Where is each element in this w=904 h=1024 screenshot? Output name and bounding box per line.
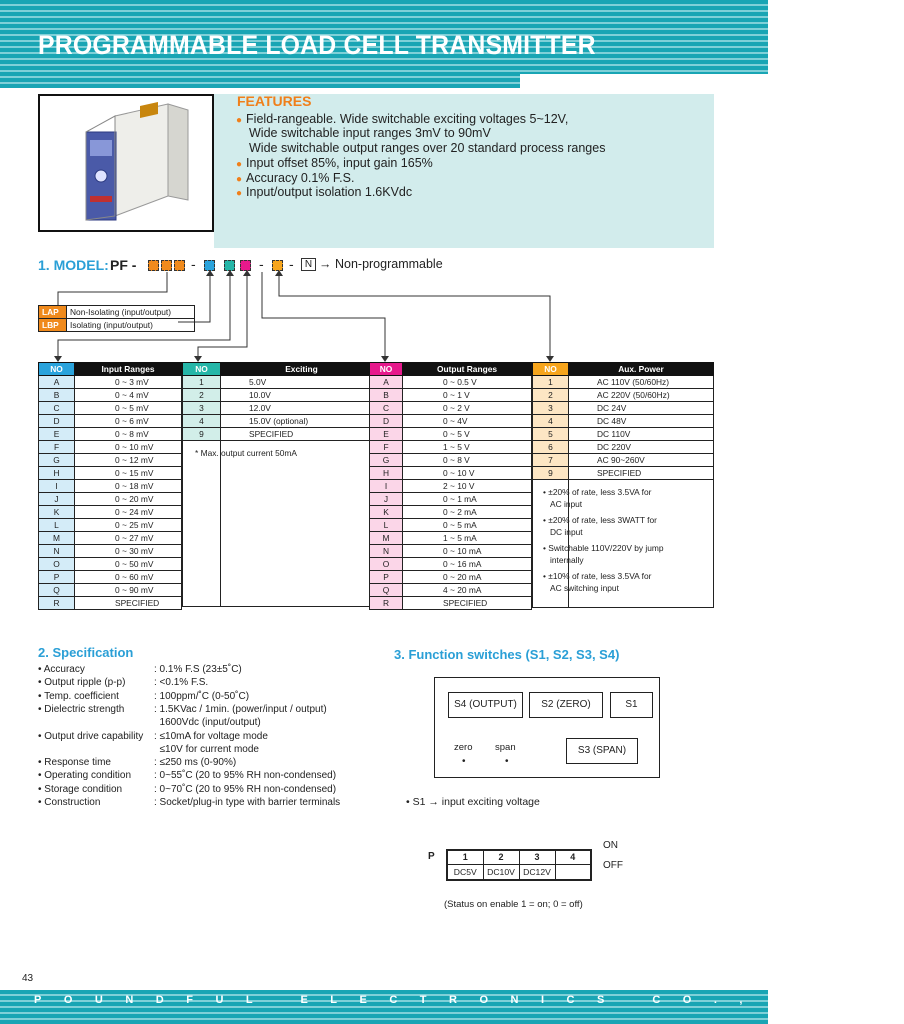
table-row: [39, 415, 182, 428]
spec-value: 1600Vdc (input/output): [154, 717, 261, 729]
table-row: [183, 415, 383, 428]
row-value: 0 ~ 1 V: [403, 389, 532, 402]
table-row: [39, 428, 182, 441]
aux-power-notes: [543, 487, 711, 599]
table-row: [39, 389, 182, 402]
row-value: [221, 504, 383, 517]
table-row: [370, 532, 532, 545]
row-value: 0 ~ 24 mV: [75, 506, 182, 519]
aux-note-line: • ±10% of rate, less 3.5VA for: [543, 571, 652, 581]
row-value: 0 ~ 5 mV: [75, 402, 182, 415]
row-code: 2: [183, 389, 221, 402]
feature-line: ● Accuracy 0.1% F.S.: [236, 171, 355, 185]
aux-note: [543, 543, 711, 566]
row-code: H: [370, 467, 403, 480]
row-code: D: [370, 415, 403, 428]
aux-note-line: AC input: [550, 498, 583, 509]
table-row: [533, 428, 714, 441]
row-value: 15.0V (optional): [221, 415, 383, 428]
table-row: [39, 402, 182, 415]
row-value: [221, 543, 383, 556]
row-code: [183, 466, 221, 479]
row-code: P: [39, 571, 75, 584]
table-row: [183, 479, 383, 492]
row-value: 0 ~ 20 mA: [403, 571, 532, 584]
row-value: 1 ~ 5 V: [403, 441, 532, 454]
dip-position[interactable]: 3: [519, 850, 555, 864]
aux-note: [543, 571, 711, 594]
row-code: M: [39, 532, 75, 545]
spec-key: • Construction: [38, 797, 101, 808]
row-value: 0 ~ 8 V: [403, 454, 532, 467]
model-label: 1. MODEL:: [38, 257, 109, 273]
row-value: [221, 466, 383, 479]
row-value: [221, 581, 383, 594]
table-row: [533, 467, 714, 480]
row-code: [183, 568, 221, 581]
row-value: 5.0V: [221, 376, 383, 389]
row-value: SPECIFIED: [569, 467, 714, 480]
row-value: [221, 492, 383, 505]
row-value: 0 ~ 4 mV: [75, 389, 182, 402]
row-code: J: [39, 493, 75, 506]
aux-note-line: AC switching input: [550, 582, 619, 593]
table-row: [370, 584, 532, 597]
row-code: R: [39, 597, 75, 610]
row-value: 0 ~ 12 mV: [75, 454, 182, 467]
row-value: 0 ~ 2 mA: [403, 506, 532, 519]
table-row: LAP Non-Isolating (input/output): [39, 306, 195, 319]
row-value: 0 ~ 16 mA: [403, 558, 532, 571]
row-value: 12.0V: [221, 402, 383, 415]
table-row: [370, 493, 532, 506]
row-value: DC 110V: [569, 428, 714, 441]
row-value: 1 ~ 5 mA: [403, 532, 532, 545]
bullet-icon: ●: [236, 174, 243, 185]
feature-line: ● Input/output isolation 1.6KVdc: [236, 185, 413, 199]
spec-value: : 100ppm/˚C (0-50˚C): [154, 690, 250, 702]
exciting-note: * Max. output current 50mA: [195, 448, 297, 458]
table-row: [39, 506, 182, 519]
row-code: 6: [533, 441, 569, 454]
row-value: 0 ~ 27 mV: [75, 532, 182, 545]
spec-key: • Operating condition: [38, 770, 132, 782]
exciting-table: NO Exciting 1 5.0V 2 10.0V 3 12.0V 4 15.0V (optional) 9 SPECIFIED: [182, 362, 383, 607]
row-value: 0 ~ 2 V: [403, 402, 532, 415]
spec-key: • Response time: [38, 757, 111, 769]
aux-note-line: DC input: [550, 526, 583, 537]
row-value: [221, 594, 383, 607]
row-value: 0 ~ 20 mV: [75, 493, 182, 506]
aux-note: [543, 515, 711, 538]
table-row: [183, 556, 383, 569]
row-value: SPECIFIED: [221, 428, 383, 441]
feature-line: Wide switchable output ranges over 20 standard process ranges: [249, 141, 606, 155]
dip-off-label: OFF: [603, 860, 623, 871]
table-row: [39, 480, 182, 493]
input-ranges-table: NO Input Ranges A 0 ~ 3 mV B 0 ~ 4 mV C 0 ~ 5 mV D 0 ~ 6 mV E 0 ~ 8 mV F 0 ~ 10 mV G 0 ~ 12 mV H 0 ~ 15 mV I 0 ~ 18 mV J 0 ~ 20 mV K 0 ~ 24 mV L 0 ~ 25 mV M 0 ~ 27 mV N 0 ~ 30 mV O 0 ~ 50 mV P 0 ~ 60 mV Q 0 ~ 90 mV R SPECIFIED: [38, 362, 182, 610]
table-row: [370, 402, 532, 415]
dip-voltage-label: [555, 864, 591, 880]
row-code: G: [370, 454, 403, 467]
aux-power-table: NO Aux. Power 1 AC 110V (50/60Hz) 2 AC 220V (50/60Hz) 3 DC 24V 4 DC 48V 5 DC 110V 6 DC 220V 7 AC 90~260V 9 SPECIFIED: [532, 362, 714, 608]
row-code: 2: [533, 389, 569, 402]
s3-span-switch[interactable]: S3 (SPAN): [566, 738, 638, 764]
specification-heading: 2. Specification: [38, 645, 134, 660]
zero-trim-icon[interactable]: •: [462, 756, 466, 767]
row-code: E: [39, 428, 75, 441]
aux-note: [543, 487, 711, 510]
table-row: [183, 594, 383, 607]
table-row: [39, 493, 182, 506]
row-code: J: [370, 493, 403, 506]
table-row: [370, 480, 532, 493]
dip-voltage-label: DC10V: [483, 864, 519, 880]
row-value: 0 ~ 50 mV: [75, 558, 182, 571]
table-row: [370, 467, 532, 480]
table-row: [39, 441, 182, 454]
table-row: LBP Isolating (input/output): [39, 319, 195, 332]
bullet-icon: ●: [236, 159, 243, 170]
row-code: 3: [533, 402, 569, 415]
bullet-icon: ●: [236, 115, 243, 126]
table-row: [183, 389, 383, 402]
model-prefix: PF -: [110, 257, 137, 273]
table-row: [39, 467, 182, 480]
row-code: R: [370, 597, 403, 610]
dip-p-label: P: [428, 851, 435, 862]
table-row: [39, 545, 182, 558]
dip-on-label: ON: [603, 840, 618, 851]
spec-value: : 1.5KVac / 1min. (power/input / output): [154, 703, 327, 715]
row-value: 0 ~ 60 mV: [75, 571, 182, 584]
row-value: 0 ~ 10 V: [403, 467, 532, 480]
row-value: SPECIFIED: [403, 597, 532, 610]
row-value: 2 ~ 10 V: [403, 480, 532, 493]
row-value: 0 ~ 5 mA: [403, 519, 532, 532]
s1-note: • S1 → input exciting voltage: [406, 796, 540, 808]
non-programmable-note: → Non-programmable: [319, 257, 443, 271]
table-row: [39, 584, 182, 597]
s2-zero-switch[interactable]: S2 (ZERO): [529, 692, 603, 718]
table-row: [183, 530, 383, 543]
row-code: [183, 581, 221, 594]
row-value: 0 ~ 1 mA: [403, 493, 532, 506]
row-code: L: [370, 519, 403, 532]
row-value: [221, 530, 383, 543]
row-code: 4: [183, 415, 221, 428]
spec-value: : ≤250 ms (0-90%): [154, 757, 237, 769]
row-code: 9: [183, 428, 221, 441]
table-row: [370, 519, 532, 532]
row-code: K: [370, 506, 403, 519]
row-code: 5: [533, 428, 569, 441]
row-code: A: [370, 376, 403, 389]
row-code: P: [370, 571, 403, 584]
spec-key: • Storage condition: [38, 783, 123, 795]
spec-key: • Temp. coefficient: [38, 690, 119, 702]
row-value: 0 ~ 3 mV: [75, 376, 182, 389]
row-value: 0 ~ 10 mA: [403, 545, 532, 558]
row-code: I: [39, 480, 75, 493]
row-value: 0 ~ 15 mV: [75, 467, 182, 480]
table-row: [39, 558, 182, 571]
row-value: 0 ~ 25 mV: [75, 519, 182, 532]
row-code: [183, 594, 221, 607]
row-code: F: [370, 441, 403, 454]
row-value: [221, 568, 383, 581]
row-value: 0 ~ 90 mV: [75, 584, 182, 597]
row-value: 10.0V: [221, 389, 383, 402]
row-value: 0 ~ 5 V: [403, 428, 532, 441]
spec-value: : 0~55˚C (20 to 95% RH non-condensed): [154, 770, 337, 782]
table-row: [533, 415, 714, 428]
bullet-icon: ●: [236, 188, 243, 199]
s4-output-switch[interactable]: S4 (OUTPUT): [448, 692, 523, 718]
page-number: 43: [22, 973, 34, 984]
features-heading: FEATURES: [237, 93, 312, 109]
table-row: [370, 428, 532, 441]
dip-voltage-label: DC12V: [519, 864, 555, 880]
table-row: [39, 571, 182, 584]
span-trim-icon[interactable]: •: [505, 756, 509, 767]
table-row: [533, 389, 714, 402]
code-box-n: N: [301, 258, 316, 271]
table-row: [39, 454, 182, 467]
row-code: 9: [533, 467, 569, 480]
row-value: AC 110V (50/60Hz): [569, 376, 714, 389]
feature-line: ● Input offset 85%, input gain 165%: [236, 156, 433, 170]
output-ranges-table: NO Output Ranges A 0 ~ 0.5 V B 0 ~ 1 V C 0 ~ 2 V D 0 ~ 4V E 0 ~ 5 V F 1 ~ 5 V G 0 ~ 8 V H 0 ~ 10 V I 2 ~ 10 V J 0 ~ 1 mA K 0 ~ 2 mA L 0 ~ 5 mA M 1 ~ 5 mA N 0 ~ 10 mA O 0 ~ 16 mA P 0 ~ 20 mA Q 4 ~ 20 mA R SPECIFIED: [369, 362, 532, 610]
table-row: [39, 532, 182, 545]
table-row: [183, 517, 383, 530]
row-value: [221, 517, 383, 530]
s1-switch[interactable]: S1: [610, 692, 653, 718]
spec-key: • Output ripple (p-p): [38, 677, 126, 689]
zero-label: zero: [454, 742, 473, 753]
spec-value: : <0.1% F.S.: [154, 677, 209, 689]
row-value: [221, 479, 383, 492]
table-row: [533, 441, 714, 454]
table-row: [183, 543, 383, 556]
row-code: O: [39, 558, 75, 571]
row-code: D: [39, 415, 75, 428]
table-row: [370, 597, 532, 610]
row-value: 0 ~ 10 mV: [75, 441, 182, 454]
page-title: PROGRAMMABLE LOAD CELL TRANSMITTER: [38, 30, 596, 60]
separator: -: [191, 256, 196, 272]
table-row: [183, 402, 383, 415]
table-row: [183, 581, 383, 594]
table-row: [183, 466, 383, 479]
aux-note-line: • ±20% of rate, less 3.5VA for: [543, 487, 652, 497]
function-switches-heading: 3. Function switches (S1, S2, S3, S4): [394, 647, 620, 662]
table-row: [370, 571, 532, 584]
row-code: [183, 492, 221, 505]
table-row: [533, 402, 714, 415]
row-value: 0 ~ 8 mV: [75, 428, 182, 441]
row-value: 0 ~ 18 mV: [75, 480, 182, 493]
row-value: AC 90~260V: [569, 454, 714, 467]
row-code: B: [39, 389, 75, 402]
dip-voltage-label: DC5V: [447, 864, 483, 880]
row-code: N: [39, 545, 75, 558]
row-code: H: [39, 467, 75, 480]
spec-value: : Socket/plug-in type with barrier terminals: [154, 797, 341, 808]
separator: -: [289, 256, 294, 272]
row-code: 4: [533, 415, 569, 428]
table-row: [39, 376, 182, 389]
row-value: DC 24V: [569, 402, 714, 415]
isolation-table: [38, 305, 195, 332]
row-code: 3: [183, 402, 221, 415]
table-row: [370, 506, 532, 519]
aux-note-line: • ±20% of rate, less 3WATT for: [543, 515, 657, 525]
row-value: AC 220V (50/60Hz): [569, 389, 714, 402]
span-label: span: [495, 742, 516, 753]
row-code: Q: [39, 584, 75, 597]
table-row: [39, 597, 182, 610]
table-row: [183, 504, 383, 517]
row-value: 0 ~ 30 mV: [75, 545, 182, 558]
separator: -: [259, 256, 264, 272]
row-code: 1: [533, 376, 569, 389]
dip-switch-table[interactable]: [446, 849, 592, 881]
table-row: [370, 454, 532, 467]
table-row: [370, 389, 532, 402]
row-code: C: [39, 402, 75, 415]
spec-value: ≤10V for current mode: [154, 743, 259, 755]
status-note: (Status on enable 1 = on; 0 = off): [444, 899, 583, 910]
spec-key: • Dielectric strength: [38, 703, 125, 715]
row-code: [183, 543, 221, 556]
row-value: 0 ~ 4V: [403, 415, 532, 428]
company-name: POUNDFUL ELECTRONICS CO., LTD.: [34, 994, 904, 1006]
row-code: G: [39, 454, 75, 467]
table-row: [370, 376, 532, 389]
row-code: [183, 504, 221, 517]
dip-position[interactable]: 1: [447, 850, 483, 864]
aux-note-line: • Switchable 110V/220V by jump: [543, 543, 664, 553]
row-code: [183, 479, 221, 492]
row-code: M: [370, 532, 403, 545]
feature-line: Wide switchable input ranges 3mV to 90mV: [249, 126, 491, 140]
row-code: I: [370, 480, 403, 493]
spec-value: : 0.1% F.S (23±5˚C): [154, 664, 242, 675]
row-value: DC 220V: [569, 441, 714, 454]
table-row: [183, 568, 383, 581]
row-value: [221, 556, 383, 569]
row-code: [183, 517, 221, 530]
table-row: [370, 441, 532, 454]
spec-key: • Accuracy: [38, 664, 85, 675]
row-code: Q: [370, 584, 403, 597]
row-code: N: [370, 545, 403, 558]
row-code: A: [39, 376, 75, 389]
row-code: [183, 530, 221, 543]
row-value: 0 ~ 0.5 V: [403, 376, 532, 389]
table-row: [183, 428, 383, 441]
spec-value: : ≤10mA for voltage mode: [154, 730, 268, 742]
row-code: K: [39, 506, 75, 519]
table-row: [183, 492, 383, 505]
row-value: DC 48V: [569, 415, 714, 428]
feature-line: ● Field-rangeable. Wide switchable exciting voltages 5~12V,: [236, 112, 569, 126]
aux-note-line: internally: [550, 554, 584, 565]
row-code: 1: [183, 376, 221, 389]
table-row: [370, 558, 532, 571]
spec-key: • Output drive capability: [38, 730, 144, 742]
row-code: E: [370, 428, 403, 441]
table-row: [370, 415, 532, 428]
row-code: L: [39, 519, 75, 532]
table-row: [370, 545, 532, 558]
spec-value: : 0~70˚C (20 to 95% RH non-condensed): [154, 783, 337, 795]
row-code: O: [370, 558, 403, 571]
row-value: SPECIFIED: [75, 597, 182, 610]
row-code: C: [370, 402, 403, 415]
table-row: [183, 376, 383, 389]
row-value: 4 ~ 20 mA: [403, 584, 532, 597]
row-code: [183, 556, 221, 569]
table-row: [533, 454, 714, 467]
row-code: B: [370, 389, 403, 402]
table-row: [39, 519, 182, 532]
dip-position[interactable]: 2: [483, 850, 519, 864]
row-code: 7: [533, 454, 569, 467]
table-row: [533, 376, 714, 389]
row-code: F: [39, 441, 75, 454]
dip-position[interactable]: 4: [555, 850, 591, 864]
row-value: 0 ~ 6 mV: [75, 415, 182, 428]
